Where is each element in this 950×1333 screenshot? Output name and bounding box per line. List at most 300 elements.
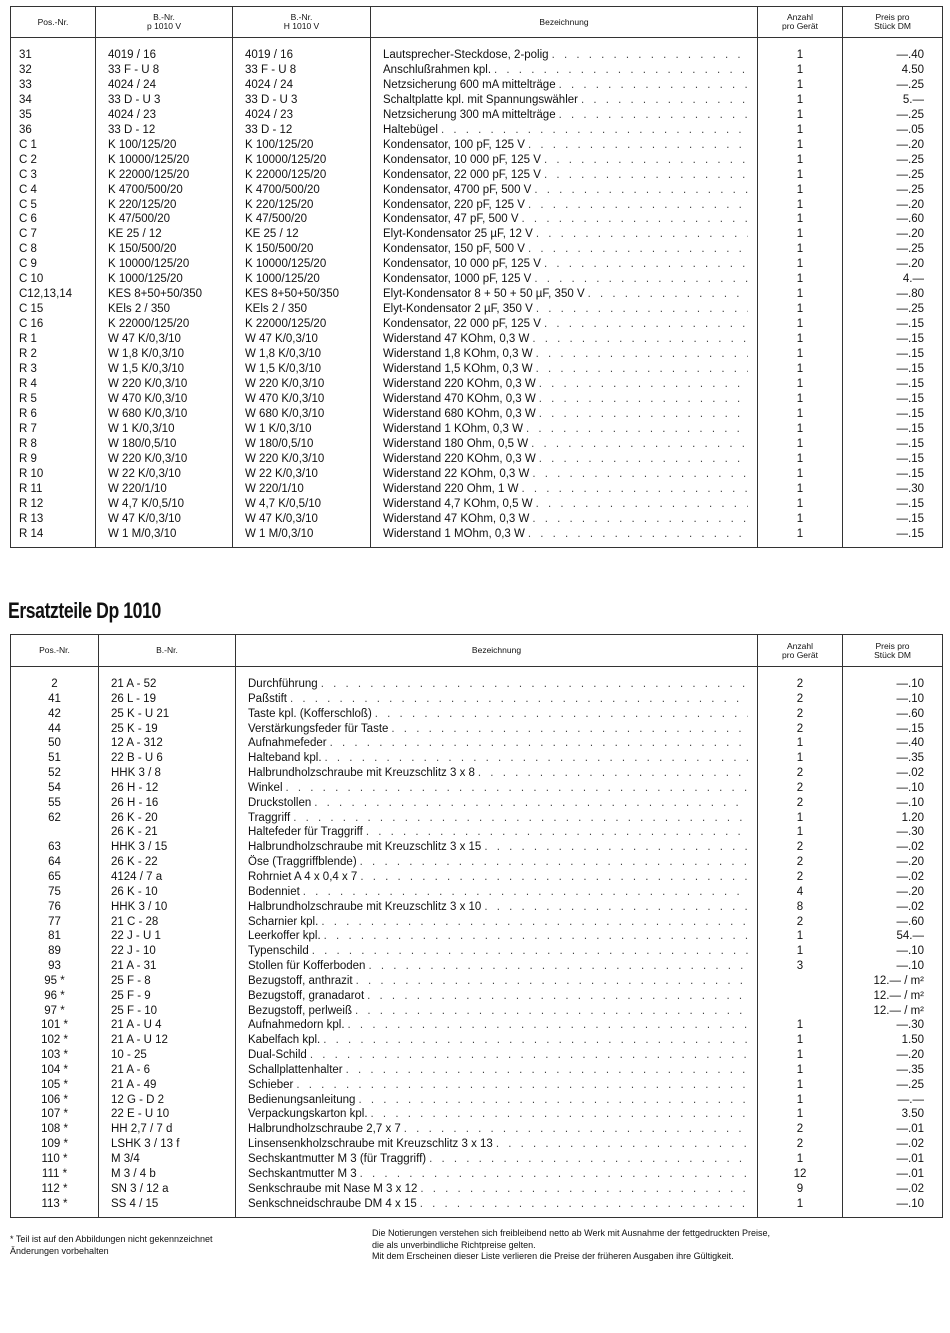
leader-dots (296, 1078, 748, 1093)
leader-dots (552, 48, 748, 63)
table-row (11, 497, 943, 512)
leader-dots (360, 1167, 748, 1182)
description-wrap (248, 722, 754, 737)
spacer-row (11, 1211, 943, 1218)
leader-dots (303, 885, 748, 900)
cell-price: —.10 (843, 1197, 943, 1212)
table-row (11, 959, 943, 974)
description-wrap (248, 1033, 754, 1048)
description-wrap (383, 123, 754, 138)
cell-qty (758, 1004, 843, 1019)
cell-price: —.25 (843, 1078, 943, 1093)
cell-bnr-h: 4024 / 24 (233, 78, 371, 93)
description-text: Dual-Schild (248, 1049, 307, 1062)
cell-qty: 1 (758, 227, 843, 242)
cell-description (371, 272, 758, 287)
description-wrap (248, 840, 754, 855)
cell-bnr-h: W 22 K/0,3/10 (233, 467, 371, 482)
cell-pos: R 2 (11, 347, 96, 362)
cell-price: —.25 (843, 153, 943, 168)
description-text: Haltebügel (383, 123, 438, 136)
table-row (11, 1152, 943, 1167)
parts-table-1010 (10, 6, 943, 548)
description-text: Stollen für Kofferboden (248, 960, 366, 973)
spacer-cell (96, 38, 233, 49)
description-text: Sechskantmutter M 3 (für Traggriff) (248, 1153, 427, 1165)
description-text: Widerstand 680 KOhm, 0,3 W (383, 407, 536, 420)
table-row (11, 1048, 943, 1063)
cell-bnr: 12 G - D 2 (99, 1093, 236, 1108)
cell-description (236, 811, 758, 826)
description-wrap (383, 63, 754, 78)
cell-description (371, 482, 758, 497)
cell-bnr: 26 H - 12 (99, 781, 236, 796)
description-text: Paßstift (248, 692, 287, 705)
leader-dots (371, 1107, 748, 1122)
cell-price: —.80 (843, 287, 943, 302)
cell-bnr-p: W 1 M/0,3/10 (96, 527, 233, 542)
spacer-cell (11, 38, 96, 49)
leader-dots (532, 512, 748, 527)
table-row (11, 1182, 943, 1197)
cell-qty: 1 (758, 437, 843, 452)
cell-description (236, 870, 758, 885)
description-text: Halbrundholzschraube 2,7 x 7 (248, 1123, 401, 1136)
leader-dots (478, 766, 748, 781)
cell-qty: 2 (758, 766, 843, 781)
cell-bnr: M 3 / 4 b (99, 1167, 236, 1182)
cell-qty: 1 (758, 362, 843, 377)
cell-bnr-h: W 47 K/0,3/10 (233, 512, 371, 527)
cell-pos: 106 * (11, 1093, 99, 1108)
table-body (11, 38, 943, 548)
cell-description (371, 512, 758, 527)
description-wrap (248, 1167, 754, 1182)
table-row (11, 407, 943, 422)
cell-pos (11, 825, 99, 840)
table-row (11, 347, 943, 362)
cell-description (236, 1033, 758, 1048)
cell-bnr: M 3/4 (99, 1152, 236, 1167)
header-line: p 1010 V (146, 21, 182, 31)
cell-price: —.02 (843, 900, 943, 915)
footnote-line: Mit dem Erscheinen dieser Liste verlieren die Preise der früheren Ausgaben ihre Gültigkeit. (372, 1251, 734, 1261)
spacer-cell (11, 1211, 99, 1218)
description-text: Widerstand 1 MOhm, 0,3 W (383, 527, 525, 540)
cell-price: —.25 (843, 108, 943, 123)
description-wrap (248, 766, 754, 781)
description-wrap (383, 272, 754, 287)
footnote-line: Die Notierungen verstehen sich freibleibend netto ab Werk mit Ausnahme der fettgedruckten Preise, (372, 1228, 771, 1238)
table-row (11, 212, 943, 227)
leader-dots (536, 362, 748, 377)
cell-pos: R 12 (11, 497, 96, 512)
cell-bnr-p: W 180/0,5/10 (96, 437, 233, 452)
description-text: Anschlußrahmen kpl. (383, 63, 492, 76)
cell-qty: 1 (758, 751, 843, 766)
leader-dots (539, 377, 748, 392)
description-text: Kondensator, 1000 pF, 125 V (383, 273, 532, 286)
cell-price: —.01 (843, 1122, 943, 1137)
description-wrap (248, 811, 754, 826)
cell-pos: R 5 (11, 392, 96, 407)
description-text: Öse (Traggriffblende) (248, 856, 357, 869)
cell-qty: 2 (758, 692, 843, 707)
description-wrap (248, 736, 754, 751)
description-wrap (383, 212, 754, 227)
cell-qty: 1 (758, 527, 843, 542)
leader-dots (531, 437, 748, 452)
cell-price: 54.— (843, 929, 943, 944)
cell-description (236, 736, 758, 751)
cell-pos: R 13 (11, 512, 96, 527)
leader-dots (536, 347, 748, 362)
cell-pos: R 11 (11, 482, 96, 497)
cell-bnr-p: W 470 K/0,3/10 (96, 392, 233, 407)
description-wrap (248, 885, 754, 900)
leader-dots (522, 482, 749, 497)
cell-pos: 50 (11, 736, 99, 751)
cell-description (371, 78, 758, 93)
table-row (11, 796, 943, 811)
description-wrap (248, 959, 754, 974)
description-wrap (383, 257, 754, 272)
cell-pos: C 16 (11, 317, 96, 332)
table-row (11, 1033, 943, 1048)
description-wrap (248, 915, 754, 930)
cell-qty: 1 (758, 183, 843, 198)
cell-qty: 1 (758, 407, 843, 422)
cell-price: 12.— / m² (843, 974, 943, 989)
description-wrap (248, 1078, 754, 1093)
leader-dots (526, 422, 748, 437)
cell-bnr-h: W 180/0,5/10 (233, 437, 371, 452)
cell-price: —.20 (843, 198, 943, 213)
leader-dots (544, 317, 748, 332)
cell-qty: 1 (758, 317, 843, 332)
header-bnr-p (96, 7, 233, 38)
description-text: Widerstand 220 KOhm, 0,3 W (383, 452, 536, 465)
spacer-cell (96, 541, 233, 548)
cell-description (236, 1018, 758, 1033)
table-row (11, 93, 943, 108)
cell-description (236, 692, 758, 707)
cell-pos: C 9 (11, 257, 96, 272)
cell-price: —.10 (843, 944, 943, 959)
leader-dots (528, 138, 748, 153)
leader-dots (534, 272, 748, 287)
cell-description (236, 855, 758, 870)
cell-description (236, 959, 758, 974)
header-bnr: B.-Nr. (99, 635, 236, 667)
table-row (11, 108, 943, 123)
cell-pos: R 4 (11, 377, 96, 392)
description-wrap (248, 1093, 754, 1108)
cell-description (371, 138, 758, 153)
cell-pos: C 5 (11, 198, 96, 213)
cell-pos: C 7 (11, 227, 96, 242)
leader-dots (522, 212, 748, 227)
cell-pos: 42 (11, 707, 99, 722)
spacer-cell (758, 38, 843, 49)
cell-description (371, 48, 758, 63)
leader-dots (286, 781, 748, 796)
table-row (11, 332, 943, 347)
header-line: H 1010 V (283, 21, 320, 31)
header-line: Preis pro (875, 12, 910, 22)
spacer-cell (236, 1211, 758, 1218)
description-text: Widerstand 1,5 KOhm, 0,3 W (383, 363, 533, 376)
table-row (11, 48, 943, 63)
description-wrap (383, 302, 754, 317)
cell-description (371, 437, 758, 452)
table-row (11, 63, 943, 78)
cell-bnr: 25 F - 9 (99, 989, 236, 1004)
cell-bnr-p: 4019 / 16 (96, 48, 233, 63)
description-wrap (383, 332, 754, 347)
description-wrap (248, 1137, 754, 1152)
cell-price: 1.20 (843, 811, 943, 826)
description-wrap (383, 48, 754, 63)
leader-dots (528, 527, 748, 542)
leader-dots (532, 332, 748, 347)
description-text: Durchführung (248, 678, 318, 690)
cell-qty: 1 (758, 1078, 843, 1093)
description-wrap (383, 497, 754, 512)
cell-description (236, 944, 758, 959)
cell-bnr-h: K 22000/125/20 (233, 168, 371, 183)
cell-bnr-h: K 1000/125/20 (233, 272, 371, 287)
description-wrap (248, 1182, 754, 1197)
description-wrap (383, 512, 754, 527)
spacer-cell (758, 1211, 843, 1218)
description-wrap (383, 198, 754, 213)
header-line: Anzahl (787, 12, 813, 22)
cell-qty: 2 (758, 855, 843, 870)
description-wrap (383, 407, 754, 422)
cell-pos: 32 (11, 63, 96, 78)
cell-price: —.02 (843, 870, 943, 885)
cell-qty: 2 (758, 870, 843, 885)
cell-price: 12.— / m² (843, 1004, 943, 1019)
table-row (11, 885, 943, 900)
leader-dots (484, 900, 748, 915)
cell-pos: 44 (11, 722, 99, 737)
header-pos: Pos.-Nr. (11, 635, 99, 667)
cell-description (371, 212, 758, 227)
header-line: pro Gerät (782, 649, 818, 660)
cell-pos: 110 * (11, 1152, 99, 1167)
cell-qty: 9 (758, 1182, 843, 1197)
cell-bnr-p: W 220/1/10 (96, 482, 233, 497)
cell-description (236, 825, 758, 840)
description-text: Widerstand 180 Ohm, 0,5 W (383, 437, 529, 450)
cell-bnr-h: K 10000/125/20 (233, 257, 371, 272)
cell-price: —.20 (843, 885, 943, 900)
header-line: Stück DM (874, 649, 911, 660)
description-wrap (248, 900, 754, 915)
cell-bnr: 26 K - 22 (99, 855, 236, 870)
description-text: Widerstand 220 Ohm, 1 W (383, 482, 519, 495)
cell-description (236, 989, 758, 1004)
cell-pos: 75 (11, 885, 99, 900)
cell-pos: 102 * (11, 1033, 99, 1048)
cell-pos: 96 * (11, 989, 99, 1004)
cell-qty: 1 (758, 467, 843, 482)
cell-qty: 1 (758, 212, 843, 227)
cell-price: —.15 (843, 317, 943, 332)
cell-price: —.10 (843, 677, 943, 692)
description-text: Netzsicherung 300 mA mittelträge (383, 108, 556, 121)
description-text: Elyt-Kondensator 8 + 50 + 50 µF, 350 V (383, 288, 585, 301)
cell-bnr-h: K 150/500/20 (233, 242, 371, 257)
cell-bnr: 21 A - 6 (99, 1063, 236, 1078)
cell-price: —.15 (843, 467, 943, 482)
cell-pos: R 10 (11, 467, 96, 482)
description-text: Lautsprecher-Steckdose, 2-polig (383, 49, 549, 61)
cell-price: 3.50 (843, 1107, 943, 1122)
cell-qty: 2 (758, 707, 843, 722)
header-line: Stück DM (874, 21, 911, 31)
cell-pos: 111 * (11, 1167, 99, 1182)
spacer-cell (371, 38, 758, 49)
description-text: Schieber (248, 1078, 294, 1091)
description-text: Kondensator, 4700 pF, 500 V (383, 183, 532, 196)
cell-price: —.60 (843, 915, 943, 930)
table-row (11, 272, 943, 287)
description-wrap (248, 870, 754, 885)
cell-price: —.01 (843, 1152, 943, 1167)
cell-description (236, 1048, 758, 1063)
table-row (11, 452, 943, 467)
table-row (11, 677, 943, 692)
cell-qty: 1 (758, 93, 843, 108)
cell-description (236, 1167, 758, 1182)
cell-pos: C 4 (11, 183, 96, 198)
spacer-cell (99, 1211, 236, 1218)
cell-qty: 1 (758, 78, 843, 93)
cell-description (236, 915, 758, 930)
cell-description (236, 1107, 758, 1122)
leader-dots (310, 1048, 748, 1063)
leader-dots (293, 811, 748, 826)
description-wrap (383, 422, 754, 437)
leader-dots (404, 1122, 748, 1137)
description-wrap (383, 78, 754, 93)
cell-pos: 105 * (11, 1078, 99, 1093)
cell-bnr-h: KES 8+50+50/350 (233, 287, 371, 302)
footnote-line: die als unverbindliche Richtpreise gelten. (372, 1239, 536, 1250)
cell-pos: 108 * (11, 1122, 99, 1137)
leader-dots (539, 452, 748, 467)
description-text: Widerstand 1,8 KOhm, 0,3 W (383, 348, 533, 361)
leader-dots (536, 302, 748, 317)
description-wrap (248, 751, 754, 766)
cell-qty: 3 (758, 959, 843, 974)
leader-dots (330, 736, 748, 751)
cell-price: —.15 (843, 722, 943, 737)
cell-description (236, 1093, 758, 1108)
table-row (11, 692, 943, 707)
cell-pos: 34 (11, 93, 96, 108)
cell-pos: 33 (11, 78, 96, 93)
cell-qty: 1 (758, 48, 843, 63)
description-wrap (383, 168, 754, 183)
cell-bnr: 22 B - U 6 (99, 751, 236, 766)
cell-bnr-p: W 680 K/0,3/10 (96, 407, 233, 422)
table-row (11, 302, 943, 317)
cell-description (371, 467, 758, 482)
cell-bnr: 12 A - 312 (99, 736, 236, 751)
description-text: Verstärkungsfeder für Taste (248, 722, 389, 735)
cell-bnr-p: 33 D - U 3 (96, 93, 233, 108)
cell-price: —.25 (843, 168, 943, 183)
cell-price: —.30 (843, 1018, 943, 1033)
description-text: Elyt-Kondensator 2 µF, 350 V (383, 303, 533, 316)
table-row (11, 1137, 943, 1152)
cell-price: —.20 (843, 138, 943, 153)
description-text: Rohrniet A 4 x 0,4 x 7 (248, 870, 358, 883)
leader-dots (321, 677, 748, 692)
table-row (11, 1093, 943, 1108)
cell-pos: 89 (11, 944, 99, 959)
description-wrap (248, 1063, 754, 1078)
cell-price: —.25 (843, 242, 943, 257)
cell-price: —.15 (843, 332, 943, 347)
cell-qty: 1 (758, 825, 843, 840)
description-wrap (248, 781, 754, 796)
description-wrap (383, 527, 754, 542)
cell-bnr: HHK 3 / 15 (99, 840, 236, 855)
description-text: Widerstand 47 KOhm, 0,3 W (383, 512, 530, 525)
description-text: Kondensator, 100 pF, 125 V (383, 138, 525, 151)
cell-description (371, 332, 758, 347)
leader-dots (323, 1033, 748, 1048)
leader-dots (314, 796, 748, 811)
cell-description (371, 377, 758, 392)
leader-dots (375, 707, 748, 722)
cell-description (236, 722, 758, 737)
cell-bnr-p: K 100/125/20 (96, 138, 233, 153)
spacer-cell (758, 541, 843, 548)
table-row (11, 915, 943, 930)
cell-description (371, 392, 758, 407)
cell-pos: C 6 (11, 212, 96, 227)
leader-dots (356, 974, 748, 989)
leader-dots (494, 63, 748, 78)
cell-description (236, 796, 758, 811)
leader-dots (312, 944, 748, 959)
description-wrap (383, 93, 754, 108)
table-row (11, 362, 943, 377)
description-text: Typenschild (248, 945, 309, 958)
cell-bnr-p: KES 8+50+50/350 (96, 287, 233, 302)
description-text: Sechskantmutter M 3 (248, 1167, 357, 1180)
cell-bnr-p: 33 F - U 8 (96, 63, 233, 78)
cell-qty: 1 (758, 108, 843, 123)
leader-dots (496, 1137, 748, 1152)
spacer-row (11, 38, 943, 49)
table-row (11, 1063, 943, 1078)
table-row (11, 1078, 943, 1093)
cell-qty (758, 974, 843, 989)
cell-bnr-h: K 47/500/20 (233, 212, 371, 227)
parts-table-dp1010 (10, 634, 943, 1218)
description-wrap (383, 377, 754, 392)
cell-bnr-h: KEls 2 / 350 (233, 302, 371, 317)
cell-bnr-p: 33 D - 12 (96, 123, 233, 138)
cell-pos: 51 (11, 751, 99, 766)
